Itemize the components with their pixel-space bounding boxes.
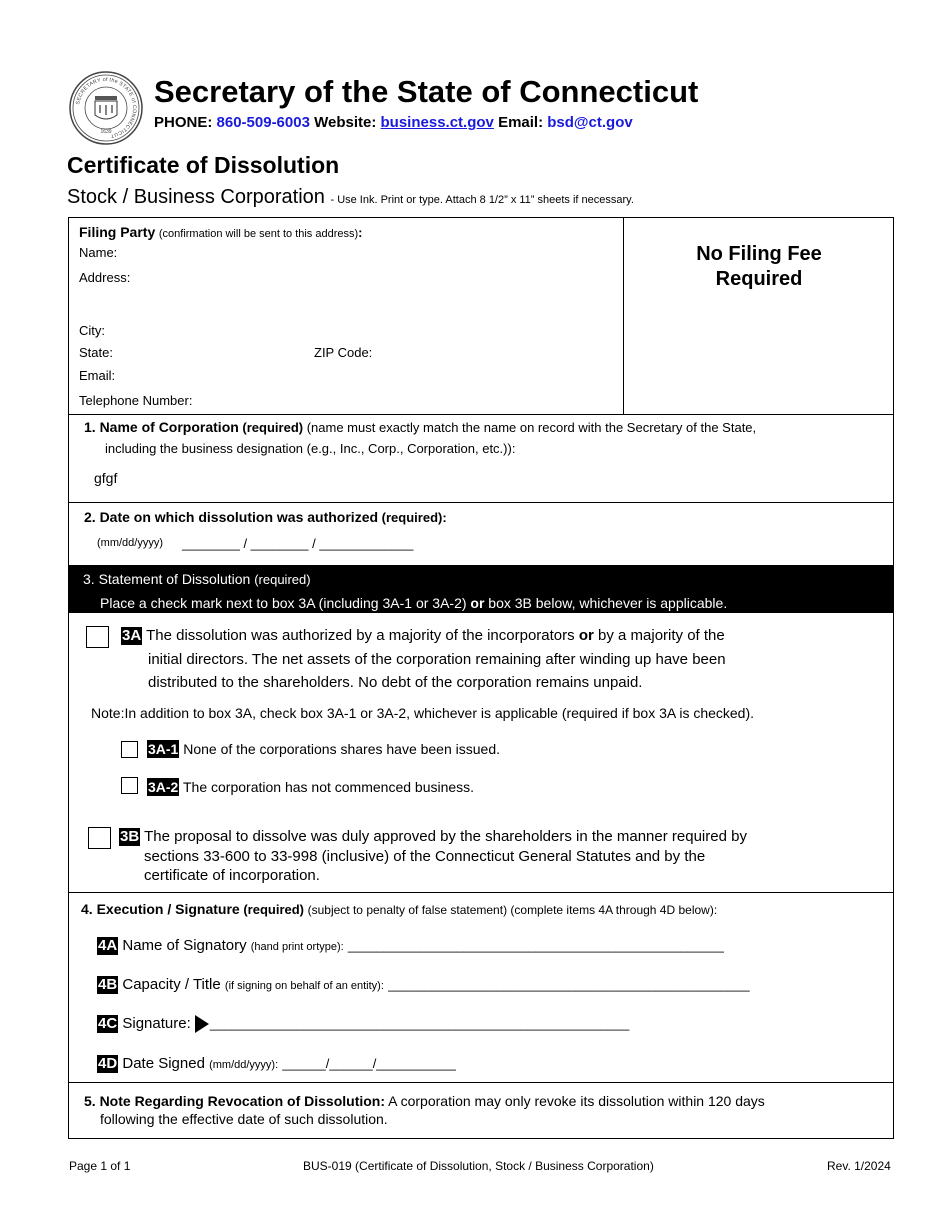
svg-text:SECRETARY of the STATE of CONN: SECRETARY of the STATE of CONNECTICUT: [75, 76, 138, 139]
email-label: Email:: [498, 114, 544, 131]
section3-note: Note:In addition to box 3A, check box 3A-1 or 3A-2, whichever is applicable (required if box 3A is checked).: [91, 705, 755, 721]
sign-here-arrow-icon: [195, 1015, 209, 1033]
section2-heading: 2. Date on which dissolution was authorized (required):: [84, 509, 447, 525]
divider: [68, 1082, 894, 1083]
section5-text: 5. Note Regarding Revocation of Dissolution: A corporation may only revoke its dissolution within 120 days: [84, 1093, 765, 1109]
tag-3a-1: 3A-1: [148, 741, 179, 757]
state-field-label: State:: [79, 345, 113, 360]
option-3a-text: 3A The dissolution was authorized by a majority of the incorporators or by a majority of the: [122, 627, 725, 644]
checkbox-3a[interactable]: [86, 626, 109, 648]
city-field-label: City:: [79, 323, 105, 338]
option-3b-line3: certificate of incorporation.: [144, 867, 320, 884]
filing-party-heading: Filing Party (confirmation will be sent to this address):: [79, 224, 363, 240]
capacity-title-label: Capacity / Title: [122, 976, 221, 993]
form-id: BUS-019 (Certificate of Dissolution, Stock / Business Corporation): [303, 1159, 654, 1173]
filing-fee-notice: No Filing Fee Required: [696, 243, 822, 290]
checkbox-3a-2[interactable]: [121, 777, 138, 794]
section5-text-line2: following the effective date of such dissolution.: [100, 1111, 388, 1127]
zip-field-label: ZIP Code:: [314, 345, 373, 360]
agency-title: Secretary of the State of Connecticut: [154, 74, 699, 109]
divider: [68, 414, 894, 415]
contact-line: [154, 114, 633, 131]
checkbox-3b[interactable]: [88, 827, 111, 849]
section3-header-bar: [68, 565, 894, 613]
option-3a-line2: initial directors. The net assets of the corporation remaining after winding up have been: [148, 651, 726, 668]
website-link[interactable]: business.ct.gov: [380, 114, 494, 131]
section1-note: including the business designation (e.g., Inc., Corp., Corporation, etc.)):: [105, 441, 516, 456]
corporation-type: Stock / Business Corporation: [67, 186, 325, 208]
signatory-name-row: 4A Name of Signatory (hand print ortype): ____________________________________________________: [98, 937, 724, 954]
section3-heading: 3. Statement of Dissolution (required): [83, 571, 311, 587]
svg-text:1639: 1639: [100, 129, 112, 135]
name-field-label: Name:: [79, 245, 118, 260]
state-seal-logo: [69, 71, 143, 145]
date-signed-label: Date Signed: [122, 1055, 205, 1072]
signature-row: [97, 1015, 629, 1033]
checkbox-3a-1[interactable]: [121, 741, 138, 758]
tag-3a-2: 3A-2: [148, 779, 179, 795]
form-instructions: - Use Ink. Print or type. Attach 8 1/2” x 11” sheets if necessary.: [330, 194, 634, 206]
authorization-date-input[interactable]: ________ / ________ / _____________: [182, 536, 414, 551]
capacity-title-row: 4B Capacity / Title (if signing on behalf of an entity): __________________________________________________: [98, 976, 750, 993]
signatory-name-label: Name of Signatory: [122, 937, 247, 954]
form-subtitle: [67, 186, 634, 209]
divider: [68, 502, 894, 503]
signature-input[interactable]: __________________________________________________________: [209, 1016, 630, 1031]
address-field-label: Address:: [79, 270, 131, 285]
option-3a-2-text: 3A-2 The corporation has not commenced business.: [148, 779, 475, 795]
tag-3b: 3B: [120, 828, 140, 845]
date-signed-row: 4D Date Signed (mm/dd/yyyy): ______/______/___________: [98, 1055, 456, 1072]
page-number: Page 1 of 1: [69, 1159, 131, 1173]
option-3a-1-text: 3A-1 None of the corporations shares have been issued.: [148, 741, 501, 757]
section3-instruction: Place a check mark next to box 3A (including 3A-1 or 3A-2) or box 3B below, whichever is applicable.: [100, 595, 728, 611]
option-3b-text: 3B The proposal to dissolve was duly approved by the shareholders in the manner required by: [120, 828, 747, 845]
section4-heading: 4. Execution / Signature (required) (subject to penalty of false statement) (complete items 4A through 4D below):: [81, 901, 718, 917]
email-link[interactable]: bsd@ct.gov: [547, 114, 633, 131]
signatory-name-input[interactable]: ____________________________________________________: [347, 938, 724, 953]
tag-4b: 4B: [98, 976, 118, 993]
option-3a-line3: distributed to the shareholders. No debt of the corporation remains unpaid.: [148, 674, 643, 691]
date-format-hint: (mm/dd/yyyy): [97, 537, 163, 549]
tag-4a: 4A: [98, 937, 118, 954]
capacity-title-input[interactable]: __________________________________________________: [388, 977, 750, 992]
tag-4c: 4C: [98, 1015, 118, 1032]
signature-label: Signature:: [122, 1015, 191, 1032]
tag-3a: 3A: [122, 627, 142, 644]
phone-number[interactable]: 860-509-6003: [216, 114, 310, 131]
email-field-label: Email:: [79, 368, 116, 383]
section1-heading: 1. Name of Corporation (required) (name must exactly match the name on record with the Secretary of the State,: [84, 419, 757, 435]
option-3b-line2: sections 33-600 to 33-998 (inclusive) of the Connecticut General Statutes and by the: [144, 848, 706, 865]
date-signed-input[interactable]: ______/______/___________: [282, 1056, 456, 1071]
phone-label: PHONE:: [154, 114, 213, 131]
corporation-name-value[interactable]: gfgf: [94, 470, 118, 486]
tag-4d: 4D: [98, 1055, 118, 1072]
website-label: Website:: [314, 114, 377, 131]
divider: [68, 892, 894, 893]
revision-date: Rev. 1/2024: [827, 1159, 891, 1173]
telephone-field-label: Telephone Number:: [79, 393, 193, 408]
form-title: Certificate of Dissolution: [67, 152, 340, 178]
